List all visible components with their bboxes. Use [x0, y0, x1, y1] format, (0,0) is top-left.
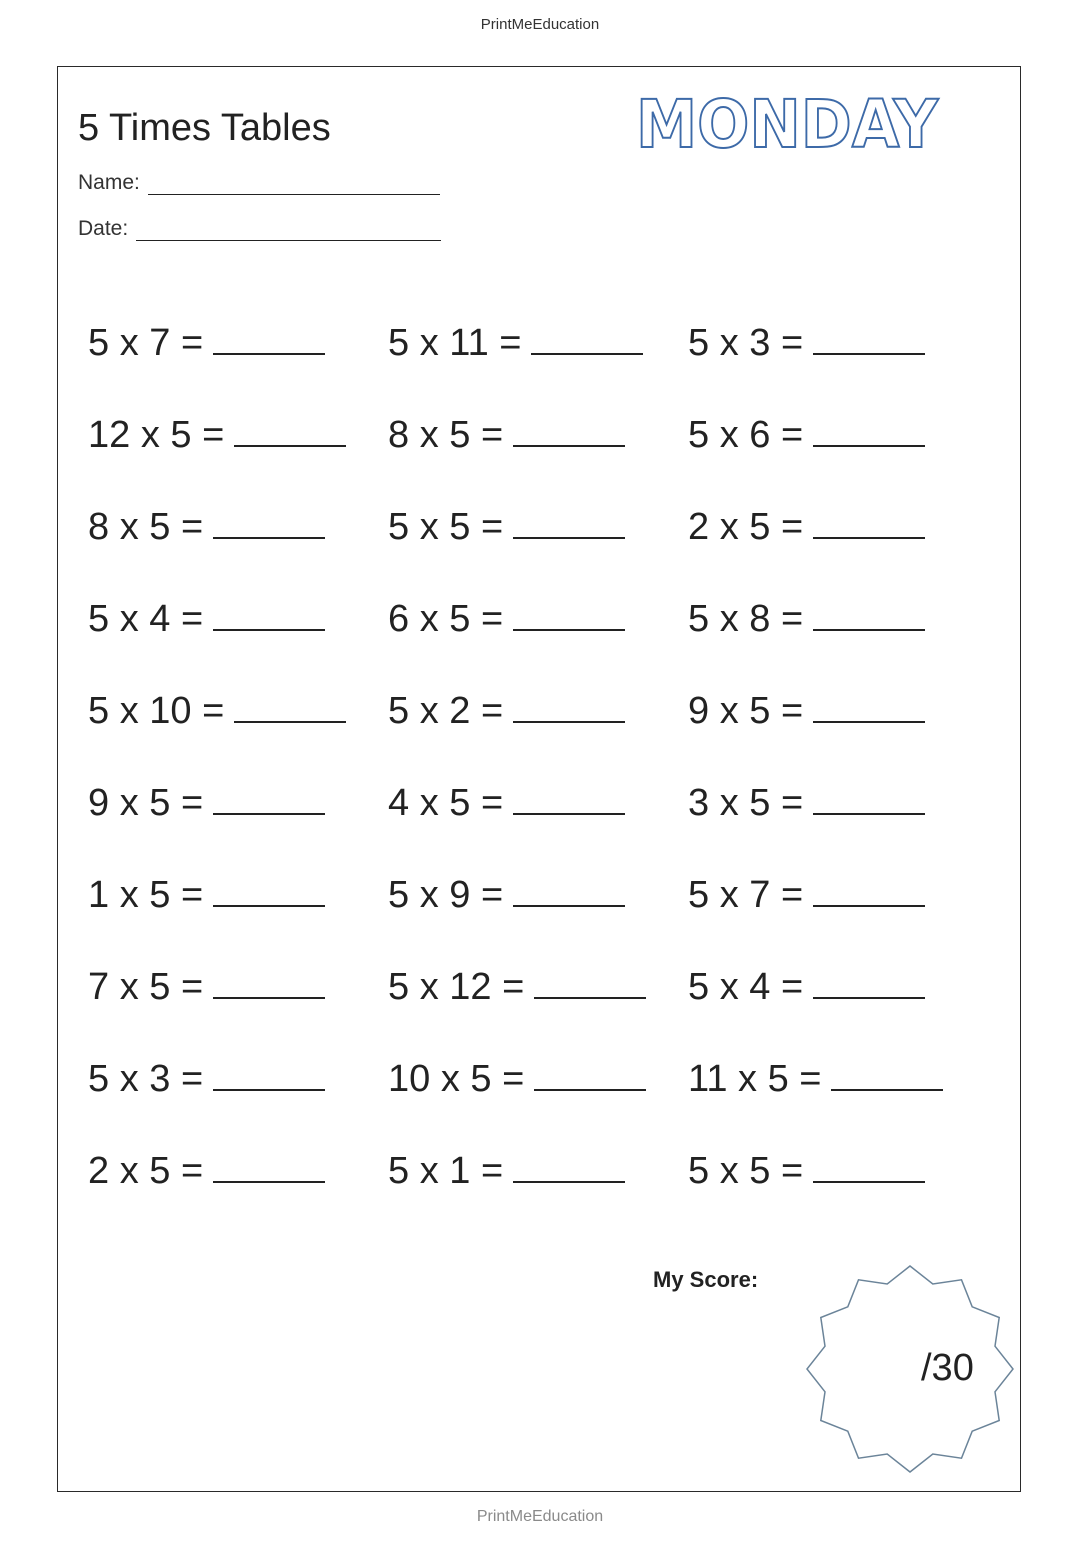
name-line[interactable]: [148, 174, 440, 195]
problem: [688, 598, 988, 641]
problem-text: 5 x 5 =: [688, 1149, 804, 1192]
problem-text: 9 x 5 =: [88, 781, 204, 824]
problem-text: 6 x 5 =: [388, 597, 504, 640]
problem: [688, 414, 988, 457]
problem-text: 5 x 7 =: [688, 873, 804, 916]
brand-footer: PrintMeEducation: [476, 1508, 604, 1525]
answer-blank[interactable]: [534, 1059, 646, 1091]
problem-text: 1 x 5 =: [88, 873, 204, 916]
problem: [88, 1058, 388, 1101]
day-heading-text: MONDAY: [636, 86, 940, 161]
worksheet-title: 5 Times Tables: [78, 107, 331, 149]
problem-text: 3 x 5 =: [688, 781, 804, 824]
answer-blank[interactable]: [813, 415, 925, 447]
problem: [688, 966, 988, 1009]
problem-text: 5 x 4 =: [688, 965, 804, 1008]
problem-text: 5 x 4 =: [88, 597, 204, 640]
problem: [88, 598, 388, 641]
problem-row: [88, 573, 988, 665]
problem-text: 11 x 5 =: [688, 1057, 822, 1100]
problem: [88, 414, 388, 457]
answer-blank[interactable]: [234, 691, 346, 723]
problem: [88, 966, 388, 1009]
problem: [88, 690, 388, 733]
date-field[interactable]: [78, 217, 441, 241]
problem-text: 12 x 5 =: [88, 413, 225, 456]
answer-blank[interactable]: [213, 783, 325, 815]
problem: [688, 1058, 988, 1101]
name-field[interactable]: [78, 171, 440, 195]
day-heading: [618, 81, 958, 161]
problem-text: 5 x 7 =: [88, 321, 204, 364]
problem-text: 10 x 5 =: [388, 1057, 525, 1100]
score-total: /30: [921, 1347, 974, 1389]
problem-text: 2 x 5 =: [688, 505, 804, 548]
brand-header: PrintMeEducation: [480, 16, 600, 33]
score-label: My Score:: [653, 1267, 759, 1292]
problem-row: [88, 665, 988, 757]
problem: [388, 322, 688, 365]
answer-blank[interactable]: [813, 691, 925, 723]
problem: [688, 782, 988, 825]
problem-text: 4 x 5 =: [388, 781, 504, 824]
problem: [388, 966, 688, 1009]
answer-blank[interactable]: [513, 599, 625, 631]
answer-blank[interactable]: [531, 323, 643, 355]
answer-blank[interactable]: [813, 507, 925, 539]
problem-text: 7 x 5 =: [88, 965, 204, 1008]
problem-text: 5 x 8 =: [688, 597, 804, 640]
answer-blank[interactable]: [513, 783, 625, 815]
answer-blank[interactable]: [513, 415, 625, 447]
problem-text: 5 x 12 =: [388, 965, 525, 1008]
problem-row: [88, 849, 988, 941]
answer-blank[interactable]: [213, 1059, 325, 1091]
date-line[interactable]: [136, 220, 441, 241]
problem-text: 5 x 5 =: [388, 505, 504, 548]
answer-blank[interactable]: [813, 783, 925, 815]
answer-blank[interactable]: [813, 323, 925, 355]
answer-blank[interactable]: [213, 875, 325, 907]
problem: [388, 690, 688, 733]
name-label: Name:: [78, 171, 140, 194]
problem-text: 5 x 9 =: [388, 873, 504, 916]
problem-text: 8 x 5 =: [88, 505, 204, 548]
problem-row: [88, 481, 988, 573]
answer-blank[interactable]: [213, 323, 325, 355]
problem: [388, 1150, 688, 1193]
problem-text: 5 x 3 =: [688, 321, 804, 364]
problem: [688, 322, 988, 365]
problem-row: [88, 757, 988, 849]
answer-blank[interactable]: [213, 507, 325, 539]
problem-row: [88, 941, 988, 1033]
score-badge-icon: [803, 1262, 1018, 1477]
answer-blank[interactable]: [831, 1059, 943, 1091]
problem: [388, 1058, 688, 1101]
answer-blank[interactable]: [813, 599, 925, 631]
answer-blank[interactable]: [813, 967, 925, 999]
problem: [88, 506, 388, 549]
problem-text: 5 x 6 =: [688, 413, 804, 456]
answer-blank[interactable]: [213, 599, 325, 631]
problem-text: 2 x 5 =: [88, 1149, 204, 1192]
answer-blank[interactable]: [513, 691, 625, 723]
problem: [388, 506, 688, 549]
problem-grid: [88, 297, 988, 1217]
answer-blank[interactable]: [813, 1151, 925, 1183]
worksheet: [57, 66, 1021, 1492]
problem-row: [88, 1033, 988, 1125]
answer-blank[interactable]: [234, 415, 346, 447]
problem: [88, 874, 388, 917]
problem-text: 8 x 5 =: [388, 413, 504, 456]
problem-text: 5 x 1 =: [388, 1149, 504, 1192]
answer-blank[interactable]: [513, 1151, 625, 1183]
answer-blank[interactable]: [813, 875, 925, 907]
answer-blank[interactable]: [513, 507, 625, 539]
problem: [88, 1150, 388, 1193]
problem-row: [88, 1125, 988, 1217]
problem-text: 9 x 5 =: [688, 689, 804, 732]
answer-blank[interactable]: [534, 967, 646, 999]
answer-blank[interactable]: [213, 1151, 325, 1183]
problem: [388, 414, 688, 457]
problem: [88, 782, 388, 825]
problem: [688, 506, 988, 549]
problem: [388, 782, 688, 825]
problem: [688, 690, 988, 733]
answer-blank[interactable]: [513, 875, 625, 907]
problem-text: 5 x 2 =: [388, 689, 504, 732]
problem: [388, 598, 688, 641]
problem-row: [88, 297, 988, 389]
problem-text: 5 x 10 =: [88, 689, 225, 732]
problem-row: [88, 389, 988, 481]
problem: [388, 874, 688, 917]
problem: [688, 874, 988, 917]
date-label: Date:: [78, 217, 129, 240]
problem-text: 5 x 3 =: [88, 1057, 204, 1100]
answer-blank[interactable]: [213, 967, 325, 999]
problem-text: 5 x 11 =: [388, 321, 522, 364]
problem: [88, 322, 388, 365]
problem: [688, 1150, 988, 1193]
